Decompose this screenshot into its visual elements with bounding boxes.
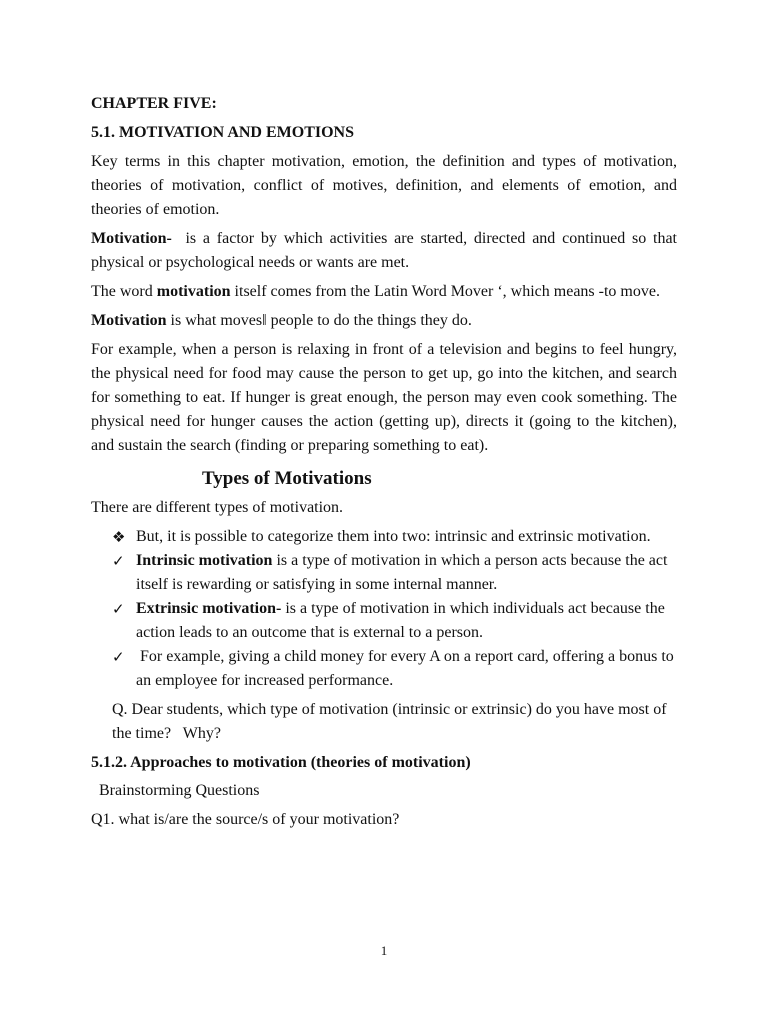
bullet-text: is a type of motivation in which individuals act because the action leads to an outcome that is external to a person. — [136, 600, 669, 641]
bullet-text: is a type of motivation in which a person acts because the act itself is rewarding or satisfying in some internal manner. — [136, 552, 672, 593]
checkmark-icon: ✓ — [112, 552, 125, 570]
word-origin-pre: The word — [91, 283, 157, 300]
checkmark-icon: ✓ — [112, 648, 125, 666]
types-heading: Types of Motivations — [202, 468, 372, 489]
discussion-question: Q. Dear students, which type of motivation (intrinsic or extrinsic) do you have most of the time? Why? — [112, 701, 671, 742]
word-origin-term: motivation — [156, 283, 231, 300]
extrinsic-term: Extrinsic motivation- — [136, 600, 282, 617]
types-intro: There are different types of motivation. — [91, 499, 344, 516]
word-origin-paragraph — [91, 280, 677, 304]
chapter-heading: CHAPTER FIVE: — [91, 95, 217, 112]
word-origin-post: itself comes from the Latin Word Mover ‘, which means -to move. — [230, 283, 660, 300]
example-paragraph: For example, when a person is relaxing in front of a television and begins to feel hungry, the physical need for food may cause the person to get up, go into the kitchen, and search for something to eat. If hunger is great enough, the person may even cook something. The physical need for hunger causes the action (getting up), directs it (going to the kitchen), and sustain the search (finding or preparing something to eat). — [91, 341, 677, 454]
list-item — [91, 597, 677, 645]
list-item — [91, 645, 677, 693]
bullet-text: But, it is possible to categorize them into two: intrinsic and extrinsic motivation. — [136, 528, 651, 545]
checkmark-icon: ✓ — [112, 600, 125, 618]
key-terms-paragraph: Key terms in this chapter motivation, emotion, the definition and types of motivation, theories of motivation, conflict of motives, definition, and elements of emotion, and theories of emotion. — [91, 153, 677, 218]
motivation-term: Motivation- — [91, 230, 172, 247]
list-item — [91, 549, 677, 597]
motivation-definition-text: is a factor by which activities are started, directed and continued so that physical or psychological needs or wants are met. — [91, 230, 681, 271]
page-number: 1 — [380, 943, 388, 958]
question-one: Q1. what is/are the source/s of your motivation? — [91, 811, 400, 828]
diamond-bullet-icon: ❖ — [112, 528, 126, 546]
section-heading: 5.1. MOTIVATION AND EMOTIONS — [91, 124, 354, 141]
list-item — [91, 525, 677, 549]
motivation-definition — [91, 227, 681, 275]
bullet-text: For example, giving a child money for every A on a report card, offering a bonus to an employee for increased performance. — [136, 648, 678, 689]
brainstorm-label: Brainstorming Questions — [99, 782, 260, 799]
moves-text: is what moves‖ people to do the things they do. — [166, 312, 472, 329]
intrinsic-term: Intrinsic motivation — [136, 552, 273, 569]
types-bullet-list — [91, 525, 677, 693]
approaches-heading: 5.1.2. Approaches to motivation (theories of motivation) — [91, 754, 471, 771]
document-page — [91, 92, 681, 832]
moves-term: Motivation — [91, 312, 167, 329]
moves-paragraph — [91, 309, 677, 333]
